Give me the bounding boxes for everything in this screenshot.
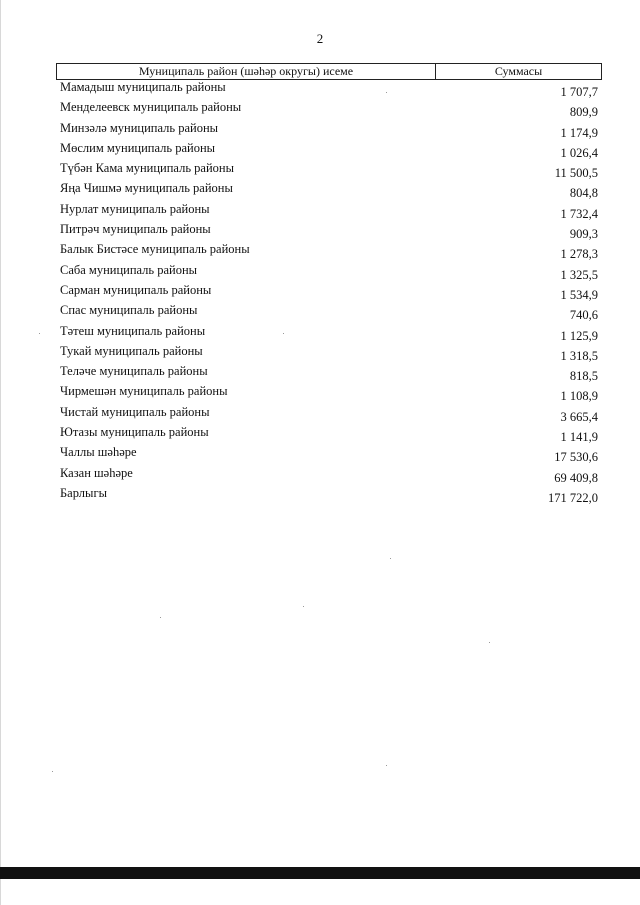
table-row — [56, 121, 602, 141]
row-sum: 69 409,8 — [554, 470, 598, 485]
row-sum: 809,9 — [569, 105, 598, 120]
table-row — [56, 425, 602, 445]
row-name: Сарман муниципаль районы — [60, 282, 212, 297]
row-name: Чаллы шәһәре — [60, 445, 137, 460]
total-label: Барлыгы — [60, 485, 107, 500]
row-name: Минзәлә муниципаль районы — [60, 120, 219, 135]
scan-speck — [52, 771, 53, 772]
row-sum: 1 026,4 — [560, 145, 598, 160]
row-name: Тәтеш муниципаль районы — [60, 323, 206, 338]
row-sum: 1 325,5 — [560, 267, 598, 282]
table-row — [56, 222, 602, 242]
table-row — [56, 181, 602, 201]
table-row — [56, 242, 602, 262]
scan-edge — [0, 0, 1, 905]
row-name: Питрәч муниципаль районы — [60, 222, 211, 237]
scan-speck — [386, 92, 387, 93]
row-sum: 11 500,5 — [554, 166, 598, 181]
row-name: Казан шәһәре — [60, 465, 133, 480]
row-sum: 1 174,9 — [560, 125, 598, 140]
table-row — [56, 141, 602, 161]
row-sum: 818,5 — [569, 369, 598, 384]
row-name: Балык Бистәсе муниципаль районы — [60, 242, 250, 257]
row-name: Чистай муниципаль районы — [60, 404, 210, 419]
scan-speck — [160, 617, 161, 618]
row-sum: 1 707,7 — [560, 85, 598, 99]
row-name: Саба муниципаль районы — [60, 262, 198, 277]
row-name: Мамадыш муниципаль районы — [60, 80, 226, 94]
row-sum: 909,3 — [569, 227, 598, 242]
page-number: 2 — [316, 31, 324, 46]
table-row — [56, 263, 602, 283]
row-sum: 3 665,4 — [560, 409, 598, 424]
table-row — [56, 445, 602, 465]
row-sum: 1 318,5 — [560, 348, 598, 363]
scan-bottom-bar — [0, 867, 640, 879]
row-sum: 1 732,4 — [560, 206, 598, 221]
row-sum: 1 141,9 — [560, 430, 598, 445]
row-name: Түбән Кама муниципаль районы — [60, 161, 234, 176]
table-row — [56, 384, 602, 404]
table-row — [56, 344, 602, 364]
table-body — [56, 80, 602, 486]
table-header — [56, 63, 602, 80]
row-sum: 1 534,9 — [560, 287, 598, 302]
table-row — [56, 161, 602, 181]
scan-speck — [39, 333, 40, 334]
table-row — [56, 466, 602, 486]
table-row — [56, 324, 602, 344]
row-name: Нурлат муниципаль районы — [60, 201, 210, 216]
scan-speck — [303, 606, 304, 607]
table-row — [56, 303, 602, 323]
row-sum: 1 108,9 — [560, 389, 598, 404]
total-row — [56, 486, 602, 506]
row-name: Теләче муниципаль районы — [60, 364, 208, 379]
row-sum: 804,8 — [569, 186, 598, 201]
table-row — [56, 283, 602, 303]
row-name: Менделеевск муниципаль районы — [60, 100, 242, 115]
scan-speck — [489, 642, 490, 643]
row-name: Спас муниципаль районы — [60, 303, 198, 318]
total-sum: 171 722,0 — [548, 490, 598, 505]
table-row — [56, 405, 602, 425]
row-name: Мөслим муниципаль районы — [60, 140, 216, 155]
row-name: Чирмешән муниципаль районы — [60, 384, 228, 399]
scan-speck — [283, 333, 284, 334]
scan-speck — [390, 558, 391, 559]
scan-speck — [386, 765, 387, 766]
header-name: Муниципаль район (шәһәр округы) исеме — [57, 64, 436, 79]
table-row — [56, 364, 602, 384]
header-sum: Суммасы — [494, 64, 543, 78]
row-name: Ютазы муниципаль районы — [60, 425, 209, 440]
row-name: Яңа Чишмә муниципаль районы — [60, 181, 233, 196]
row-sum: 17 530,6 — [554, 450, 598, 465]
row-sum: 1 278,3 — [560, 247, 598, 262]
funds-table — [56, 63, 602, 506]
table-row — [56, 202, 602, 222]
row-sum: 740,6 — [569, 308, 598, 323]
row-name: Тукай муниципаль районы — [60, 343, 203, 358]
table-row — [56, 100, 602, 120]
table-row — [56, 80, 602, 100]
row-sum: 1 125,9 — [560, 328, 598, 343]
